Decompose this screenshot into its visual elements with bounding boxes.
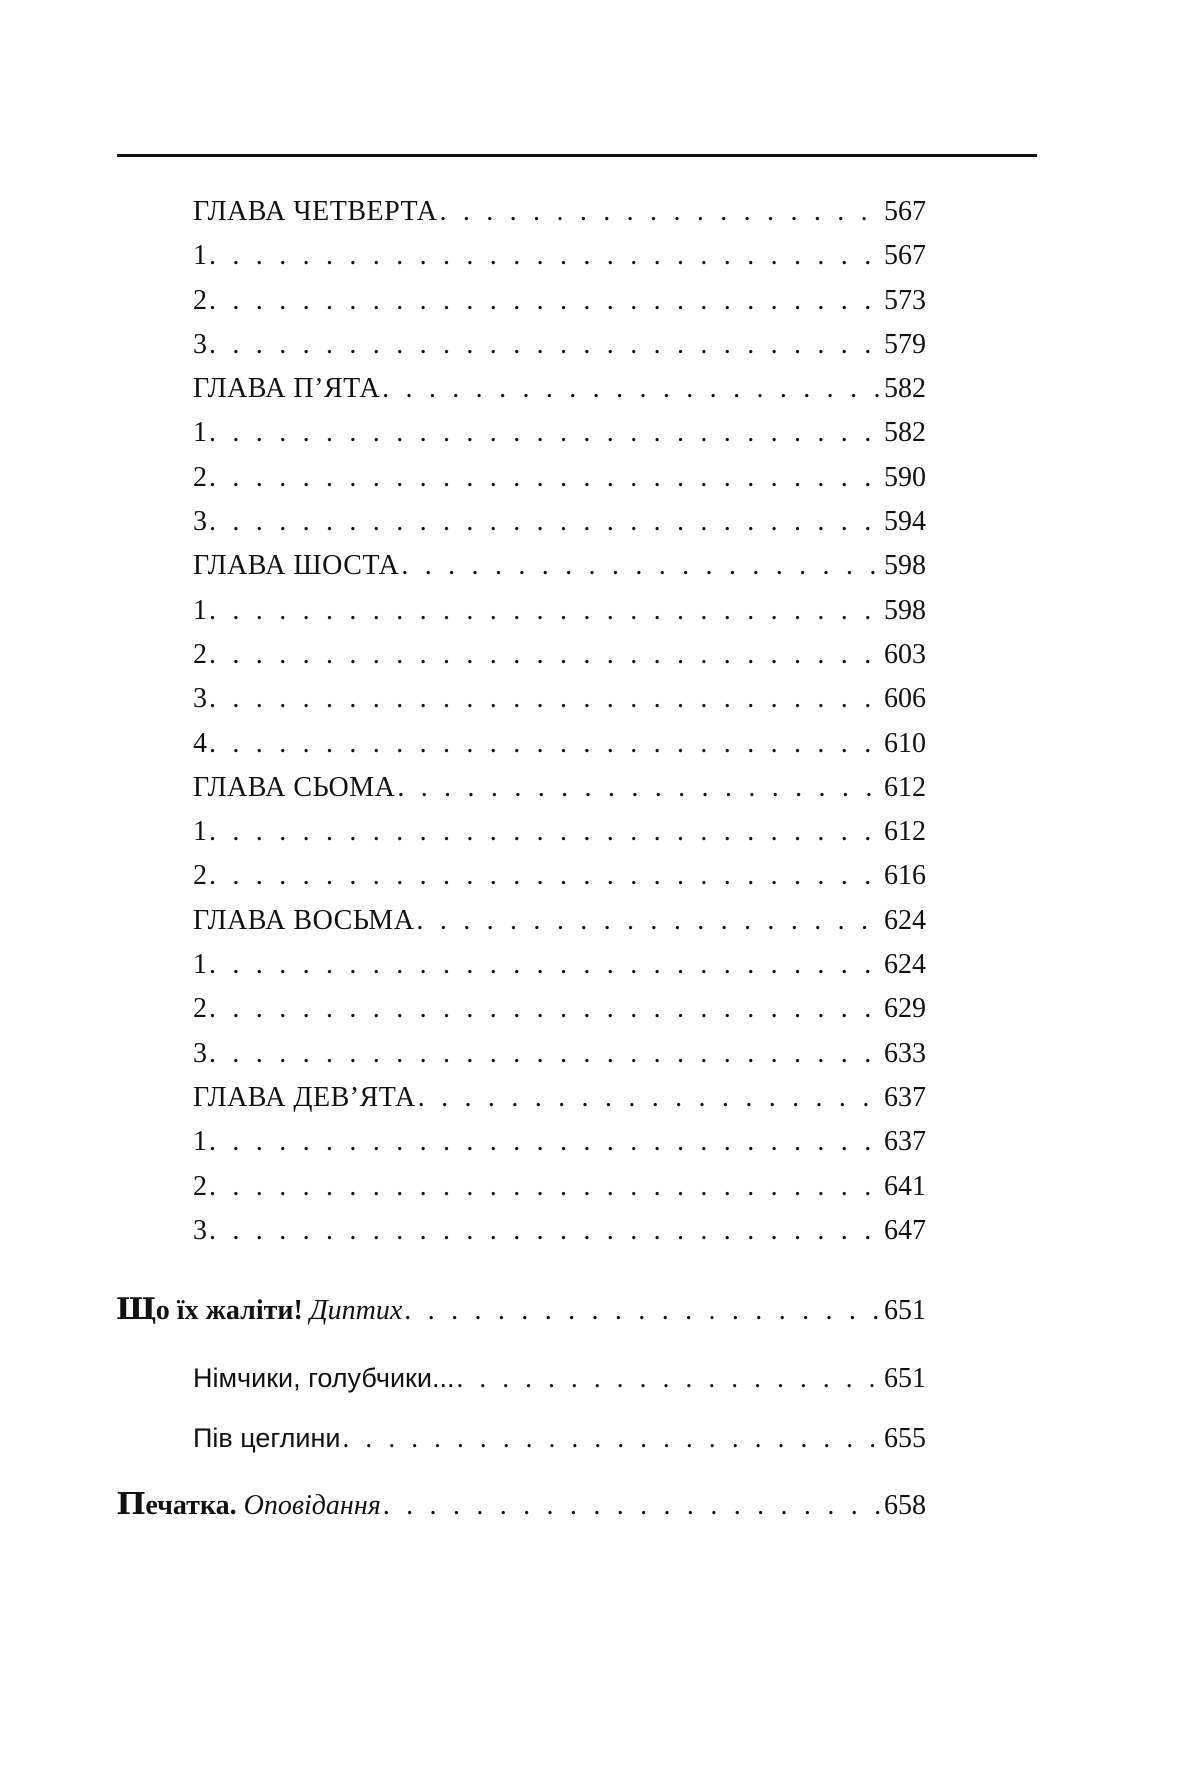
entry-label: 2 (193, 860, 207, 892)
dot-leader (209, 500, 882, 544)
entry-label: 2 (193, 638, 207, 670)
entry-page: 629 (884, 993, 926, 1025)
toc-entry[interactable] (193, 234, 926, 278)
dot-leader (397, 766, 882, 810)
entry-label: ГЛАВА П’ЯТА (193, 373, 381, 405)
entry-label: 1 (193, 240, 207, 272)
toc-entry[interactable] (193, 456, 926, 500)
dot-leader (439, 190, 882, 234)
entry-label: 3 (193, 328, 207, 360)
toc-entry[interactable] (193, 899, 926, 943)
toc-entry[interactable] (193, 1209, 926, 1253)
toc-entry[interactable] (193, 766, 926, 810)
toc-entry[interactable] (193, 500, 926, 544)
entry-page: 582 (884, 417, 926, 449)
dot-leader (209, 943, 882, 987)
entry-label: 2 (193, 461, 207, 493)
entry-page: 651 (884, 1363, 926, 1394)
entry-label: Пів цеглини (193, 1423, 341, 1453)
entry-page: 658 (884, 1490, 926, 1521)
toc-entry[interactable] (193, 589, 926, 633)
toc-entry[interactable] (193, 1076, 926, 1120)
entry-label: 2 (193, 1170, 207, 1202)
entry-label: ГЛАВА СЬОМА (193, 771, 396, 803)
dot-leader (418, 1076, 882, 1120)
entry-label: 3 (193, 506, 207, 538)
entry-label: 1 (193, 1126, 207, 1158)
toc-entry[interactable] (193, 411, 926, 455)
toc-entry[interactable] (193, 854, 926, 898)
entry-page: 598 (884, 594, 926, 626)
entry-page: 647 (884, 1214, 926, 1246)
dot-leader (209, 854, 882, 898)
entry-label: 2 (193, 993, 207, 1025)
toc-entry[interactable] (193, 633, 926, 677)
work-part-list (193, 1348, 926, 1468)
entry-label: ГЛАВА ЧЕТВЕРТА (193, 196, 438, 227)
entry-label: Німчики, голубчики... (193, 1363, 455, 1393)
dot-leader (209, 677, 882, 721)
entry-page: 641 (884, 1170, 926, 1202)
toc-entry[interactable] (193, 722, 926, 766)
entry-label: 1 (193, 417, 207, 449)
entry-page: 616 (884, 860, 926, 892)
dot-leader (383, 1484, 882, 1528)
dot-leader (416, 899, 882, 943)
work-genre: Диптих (309, 1295, 403, 1326)
dot-leader (209, 456, 882, 500)
entry-page: 573 (884, 284, 926, 316)
toc-entry[interactable] (193, 279, 926, 323)
entry-page: 606 (884, 683, 926, 715)
drop-cap: Щ (116, 1292, 157, 1327)
dot-leader (209, 411, 882, 455)
entry-page: 612 (884, 771, 926, 803)
work-title (117, 1288, 402, 1333)
entry-page: 612 (884, 816, 926, 848)
work-entry-pechatka[interactable] (117, 1483, 926, 1527)
dot-leader (401, 544, 882, 588)
dot-leader (404, 1289, 882, 1333)
dot-leader (343, 1408, 882, 1468)
dot-leader (382, 367, 882, 411)
entry-label: 2 (193, 284, 207, 316)
entry-label: 1 (193, 816, 207, 848)
dot-leader (209, 323, 882, 367)
toc-entry[interactable] (193, 810, 926, 854)
entry-label: 3 (193, 1214, 207, 1246)
toc-entry[interactable] (193, 1032, 926, 1076)
entry-label: ГЛАВА ШОСТА (193, 550, 400, 582)
toc-entry[interactable] (193, 323, 926, 367)
entry-page: 633 (884, 1037, 926, 1069)
dot-leader (209, 987, 882, 1031)
work-part[interactable] (193, 1408, 926, 1468)
entry-page: 579 (884, 328, 926, 360)
entry-label: ГЛАВА ДЕВ’ЯТА (193, 1081, 416, 1113)
toc-entry[interactable] (193, 1120, 926, 1164)
work-genre: Оповідання (243, 1490, 381, 1521)
entry-page: 582 (884, 373, 926, 405)
entry-label: 4 (193, 727, 207, 759)
entry-label: ГЛАВА ВОСЬМА (193, 904, 415, 936)
dot-leader (209, 1032, 882, 1076)
toc-entry[interactable] (193, 544, 926, 588)
entry-label: 1 (193, 949, 207, 981)
work-title-rest: ечатка. (145, 1490, 237, 1521)
entry-page: 624 (884, 949, 926, 981)
chapter-list (193, 190, 926, 1253)
entry-page: 590 (884, 461, 926, 493)
entry-page: 624 (884, 904, 926, 936)
dot-leader (209, 1165, 882, 1209)
entry-page: 567 (884, 240, 926, 272)
entry-label: 3 (193, 1037, 207, 1069)
entry-page: 637 (884, 1081, 926, 1113)
work-title (117, 1483, 381, 1528)
toc-entry[interactable] (193, 677, 926, 721)
toc-entry[interactable] (193, 943, 926, 987)
dot-leader (209, 722, 882, 766)
entry-label: 3 (193, 683, 207, 715)
drop-cap: П (116, 1487, 147, 1522)
entry-label: 1 (193, 594, 207, 626)
work-entry-shcho-yikh-zhaliti[interactable] (117, 1288, 926, 1332)
entry-page: 598 (884, 550, 926, 582)
dot-leader (209, 633, 882, 677)
dot-leader (209, 234, 882, 278)
toc-entry[interactable] (193, 367, 926, 411)
dot-leader (209, 589, 882, 633)
entry-page: 655 (884, 1423, 926, 1454)
dot-leader (209, 1209, 882, 1253)
entry-page: 637 (884, 1126, 926, 1158)
toc-entry[interactable] (193, 987, 926, 1031)
entry-page: 567 (884, 196, 926, 227)
entry-page: 603 (884, 638, 926, 670)
dot-leader (209, 1120, 882, 1164)
entry-page: 594 (884, 506, 926, 538)
work-title-rest: о їх жаліти! (155, 1295, 303, 1326)
dot-leader (209, 810, 882, 854)
work-part[interactable] (193, 1348, 926, 1408)
dot-leader (209, 279, 882, 323)
entry-page: 610 (884, 727, 926, 759)
entry-page: 651 (884, 1295, 926, 1326)
top-rule (117, 154, 1037, 157)
toc-entry[interactable] (193, 190, 926, 234)
dot-leader (456, 1348, 882, 1408)
toc-entry[interactable] (193, 1165, 926, 1209)
